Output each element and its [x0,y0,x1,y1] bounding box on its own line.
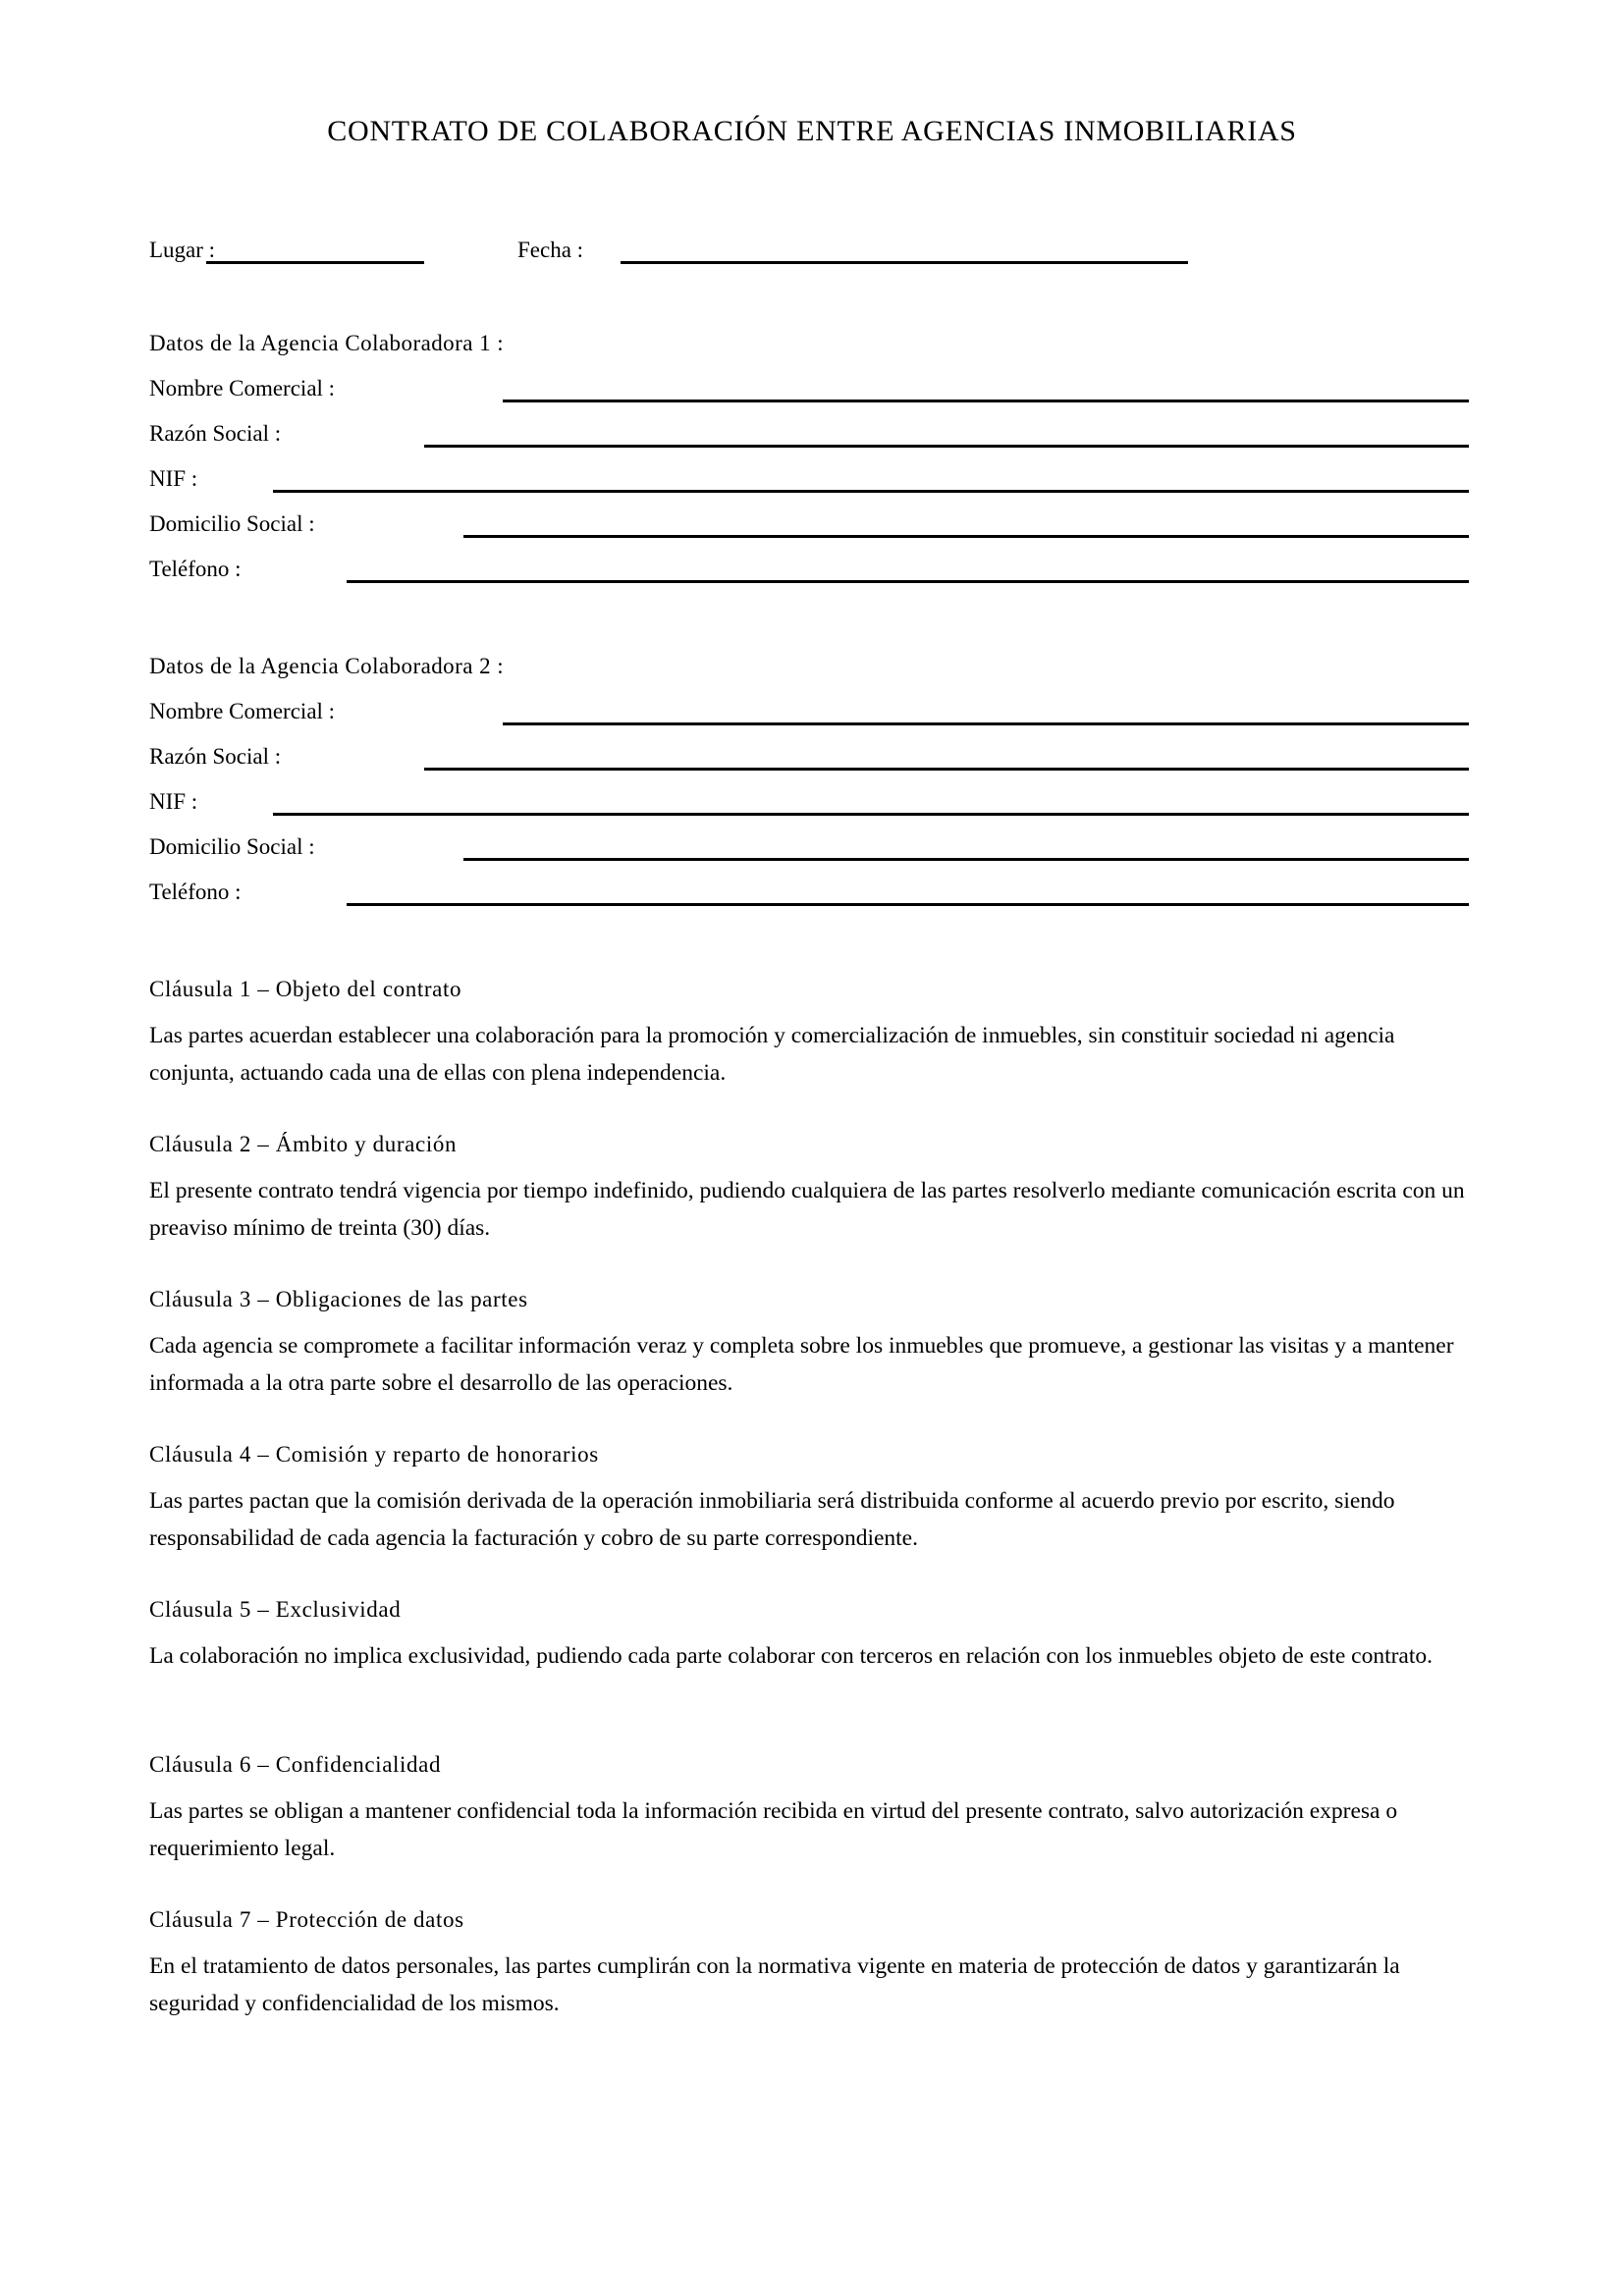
agency2-field-nif [149,787,1475,817]
agency2-nombre-comercial-input-line[interactable] [503,722,1469,725]
page-title: CONTRATO DE COLABORACIÓN ENTRE AGENCIAS INMOBILIARIAS [327,115,1297,147]
agency1-nombre-comercial-input-line[interactable] [503,400,1469,402]
agency1-razon-social-input-line[interactable] [424,445,1469,448]
agency2-domicilio-social-label: Domicilio Social : [149,834,315,859]
clause-6-heading: Cláusula 6 – Confidencialidad [149,1752,442,1777]
agency1-razon-social-label: Razón Social : [149,421,282,446]
agency1-field-nombre-comercial [149,374,1475,403]
place-date-row [149,236,1475,265]
agency1-field-razon-social [149,419,1475,449]
clause-3-body: Cada agencia se compromete a facilitar información veraz y completa sobre los inmuebles que promueve, a gestionar las visitas y a mantener informada a la otra parte sobre el desarrollo de las operaciones. [149,1333,1454,1396]
clause-4-body: Las partes pactan que la comisión derivada de la operación inmobiliaria será distribuida conforme al acuerdo previo por escrito, siendo responsabilidad de cada agencia la facturación y cobro de su parte correspondiente. [149,1488,1395,1551]
agency2-field-nombre-comercial [149,697,1475,726]
clause-5-body: La colaboración no implica exclusividad, pudiendo cada parte colaborar con terceros en relación con los inmuebles objeto de este contrato. [149,1643,1434,1669]
agency1-telefono-input-line[interactable] [347,580,1469,583]
fecha-label: Fecha : [517,238,584,262]
clause-7-body: En el tratamiento de datos personales, las partes cumplirán con la normativa vigente en materia de protección de datos y garantizarán la seguridad y confidencialidad de los mismos. [149,1953,1400,2016]
fecha-input-line[interactable] [621,261,1188,264]
agency2-telefono-label: Teléfono : [149,880,242,904]
clause-2-heading: Cláusula 2 – Ámbito y duración [149,1132,458,1156]
clause-5-heading: Cláusula 5 – Exclusividad [149,1597,402,1622]
agency1-domicilio-social-label: Domicilio Social : [149,511,315,536]
clause-4-heading: Cláusula 4 – Comisión y reparto de honorarios [149,1442,599,1467]
agency1-nif-label: NIF : [149,466,198,491]
agency1-domicilio-social-input-line[interactable] [463,535,1469,538]
agency1-field-domicilio-social [149,509,1475,539]
agency2-nif-input-line[interactable] [273,813,1469,816]
agency2-domicilio-social-input-line[interactable] [463,858,1469,861]
clause-2-body: El presente contrato tendrá vigencia por tiempo indefinido, pudiendo cualquiera de las partes resolverlo mediante comunicación escrita con un preaviso mínimo de treinta (30) días. [149,1178,1465,1241]
agency1-heading: Datos de la Agencia Colaboradora 1 : [149,331,505,355]
agency1-nif-input-line[interactable] [273,490,1469,493]
lugar-label: Lugar : [149,238,216,262]
agency1-field-telefono [149,555,1475,584]
clause-6-body: Las partes se obligan a mantener confidencial toda la información recibida en virtud del presente contrato, salvo autorización expresa o requerimiento legal. [149,1798,1398,1861]
agency1-field-nif [149,464,1475,494]
clause-1-body: Las partes acuerdan establecer una colaboración para la promoción y comercialización de inmuebles, sin constituir sociedad ni agencia conjunta, actuando cada una de ellas con plena independencia. [149,1023,1395,1086]
agency2-razon-social-input-line[interactable] [424,768,1469,771]
agency2-telefono-input-line[interactable] [347,903,1469,906]
agency1-telefono-label: Teléfono : [149,557,242,581]
lugar-input-line[interactable] [206,261,424,264]
agency2-field-razon-social [149,742,1475,772]
agency2-nif-label: NIF : [149,789,198,814]
clause-1-heading: Cláusula 1 – Objeto del contrato [149,977,462,1001]
clause-7-heading: Cláusula 7 – Protección de datos [149,1907,464,1932]
agency2-heading: Datos de la Agencia Colaboradora 2 : [149,654,505,678]
agency2-nombre-comercial-label: Nombre Comercial : [149,699,336,723]
agency1-nombre-comercial-label: Nombre Comercial : [149,376,336,400]
agency2-razon-social-label: Razón Social : [149,744,282,769]
agency2-field-telefono [149,878,1475,907]
clause-3-heading: Cláusula 3 – Obligaciones de las partes [149,1287,528,1311]
agency2-field-domicilio-social [149,832,1475,862]
